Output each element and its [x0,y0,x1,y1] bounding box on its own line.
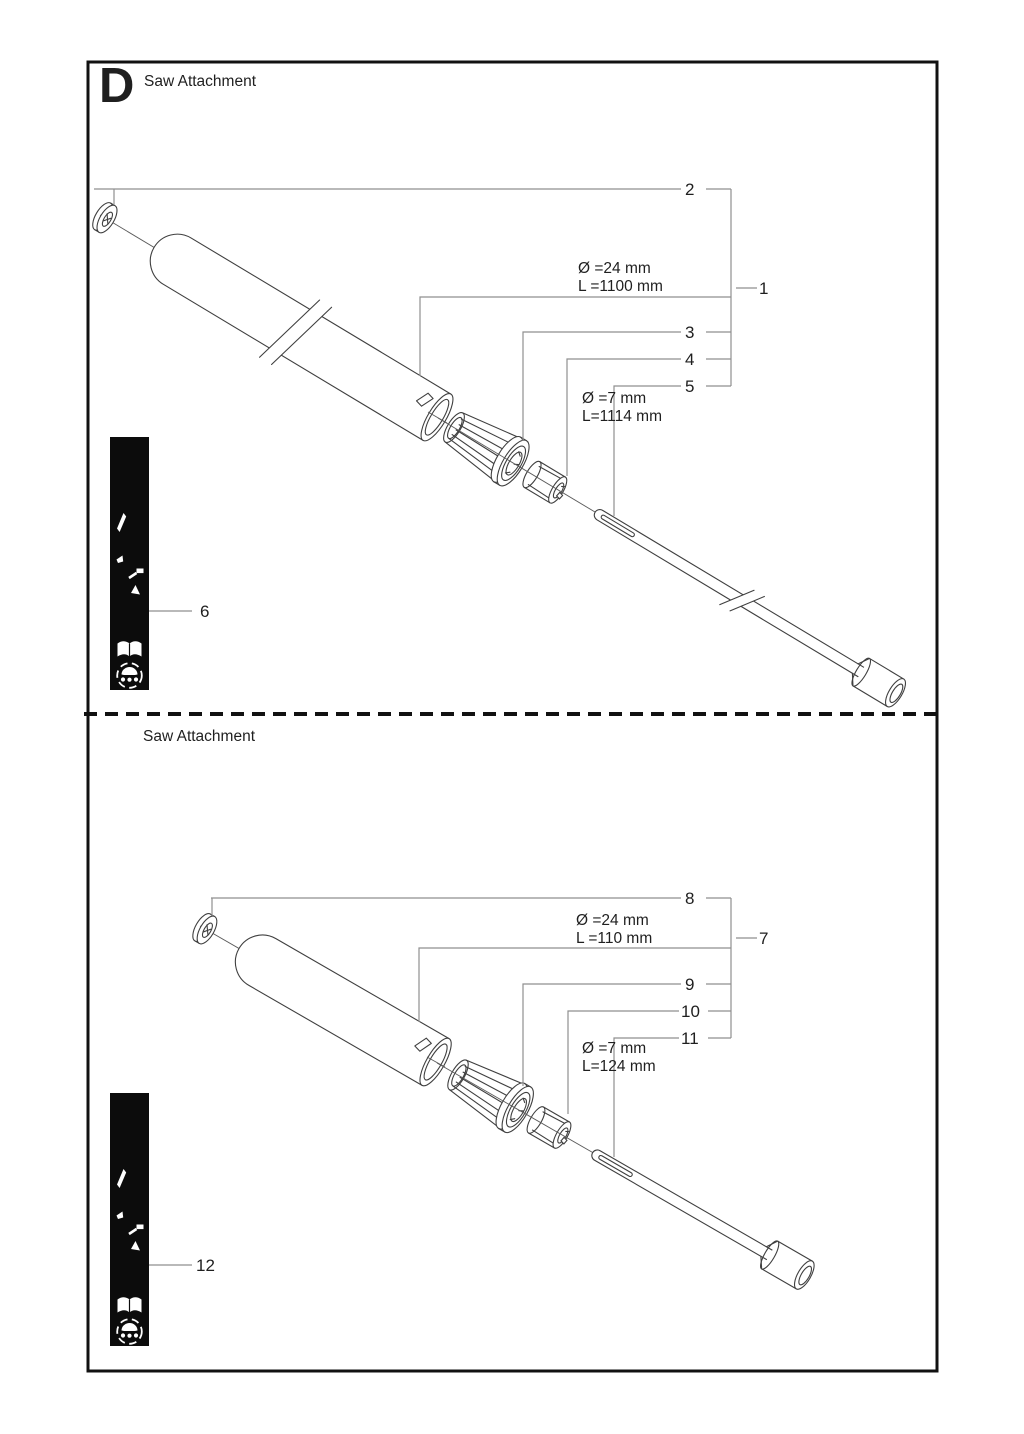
drive-shaft [585,1139,818,1292]
callout-7-label: 7 [759,929,769,948]
callout-1-label: 1 [759,279,769,298]
section-title-bottom: Saw Attachment [143,728,256,745]
shaft-dimension-note-bottom [582,1040,656,1076]
center-axis-line [437,1063,597,1155]
callout-9-label: 9 [685,975,695,994]
drive-shaft [587,499,909,710]
shaft-dimension-note-top [582,390,662,426]
shaft-length: L=124 mm [582,1058,656,1075]
tube-dimension-note-bottom [576,912,652,948]
saw-attachment-drawing-bottom [189,911,818,1293]
shaft-diameter: Ø =7 mm [582,390,647,407]
callout-5-label: 5 [685,377,695,396]
warning-label [110,437,149,690]
tube-length: L =110 mm [576,930,653,947]
tube-dimension-note-top [578,260,663,296]
callout-12-label: 12 [196,1256,215,1275]
loop-tube [134,213,466,456]
callout-11-label: 11 [681,1029,699,1048]
tube-diameter: Ø =24 mm [576,912,649,929]
eyelet-washer [189,911,221,947]
shaft-length: L=1114 mm [582,408,662,425]
center-axis-line [438,418,600,515]
callout-6-label: 6 [200,602,210,621]
eyelet-washer [89,200,121,236]
callout-4-label: 4 [685,350,695,369]
section-letter: D [99,59,135,113]
section-title-top: Saw Attachment [144,73,257,90]
warning-label [110,1093,149,1346]
callout-2-label: 2 [685,180,695,199]
loop-tube [226,925,457,1090]
callout-8-label: 8 [685,889,695,908]
callout-3-label: 3 [685,323,695,342]
saw-attachment-drawing-top [89,200,910,710]
callout-10-label: 10 [681,1002,700,1021]
shaft-diameter: Ø =7 mm [582,1040,647,1057]
tube-diameter: Ø =24 mm [578,260,651,277]
tube-length: L =1100 mm [578,278,663,295]
